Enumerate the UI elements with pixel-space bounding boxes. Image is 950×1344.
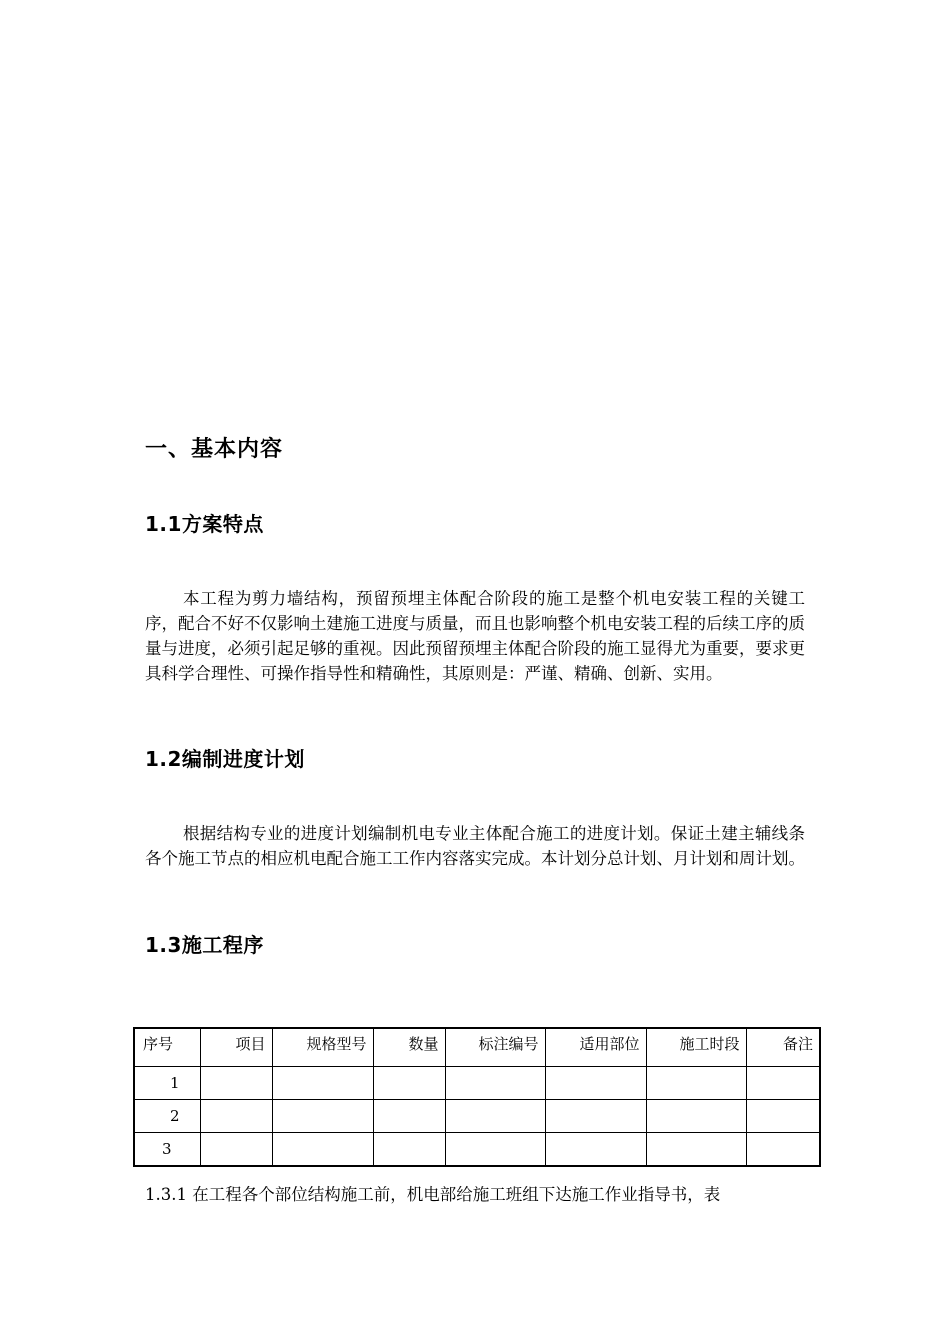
main-heading: 一、基本内容 xyxy=(145,437,284,462)
table-cell xyxy=(746,1100,820,1133)
table-header-cell: 备注 xyxy=(746,1028,820,1067)
table-row xyxy=(134,1133,820,1167)
table-header-cell: 标注编号 xyxy=(445,1028,545,1067)
table-cell xyxy=(545,1067,646,1100)
table-cell xyxy=(272,1067,373,1100)
table-cell xyxy=(373,1133,445,1167)
table-cell xyxy=(445,1133,545,1167)
table-cell xyxy=(200,1133,272,1167)
section-title-1-1: 1.1方案特点 xyxy=(145,512,264,536)
table-cell xyxy=(373,1067,445,1100)
construction-table xyxy=(133,1027,821,1167)
table-cell xyxy=(373,1100,445,1133)
table-cell xyxy=(200,1067,272,1100)
table-cell: 1 xyxy=(134,1067,200,1100)
table-header-cell: 施工时段 xyxy=(646,1028,746,1067)
section-title-1-3: 1.3施工程序 xyxy=(145,933,264,957)
table-row xyxy=(134,1067,820,1100)
table-cell xyxy=(746,1133,820,1167)
table-row xyxy=(134,1100,820,1133)
table-cell xyxy=(746,1067,820,1100)
table-header-cell: 项目 xyxy=(200,1028,272,1067)
table-cell xyxy=(200,1100,272,1133)
table-header-cell: 序号 xyxy=(134,1028,200,1067)
table-header-row xyxy=(134,1028,820,1067)
section-paragraph-1-1: 本工程为剪力墙结构，预留预埋主体配合阶段的施工是整个机电安装工程的关键工序，配合不好不仅影响土建施工进度与质量，而且也影响整个机电安装工程的后续工序的质量与进度，必须引起足够的重视。因此预留预埋主体配合阶段的施工显得尤为重要，要求更具科学合理性、可操作指导性和精确性，其原则是：严谨、精确、创新、实用。 xyxy=(145,589,805,683)
tail-paragraph: 1.3.1 在工程各个部位结构施工前，机电部给施工班组下达施工作业指导书，表 xyxy=(145,1185,721,1204)
table-cell xyxy=(646,1100,746,1133)
table-cell xyxy=(272,1133,373,1167)
table-cell xyxy=(445,1067,545,1100)
table-header-cell: 规格型号 xyxy=(272,1028,373,1067)
section-paragraph-1-2: 根据结构专业的进度计划编制机电专业主体配合施工的进度计划。保证土建主辅线条各个施工节点的相应机电配合施工工作内容落实完成。本计划分总计划、月计划和周计划。 xyxy=(145,824,805,868)
table-cell: 3 xyxy=(134,1133,200,1167)
table-cell xyxy=(545,1133,646,1167)
table-header-cell: 数量 xyxy=(373,1028,445,1067)
table-cell: 2 xyxy=(134,1100,200,1133)
table-cell xyxy=(545,1100,646,1133)
section-title-1-2: 1.2编制进度计划 xyxy=(145,747,305,771)
table-cell xyxy=(646,1133,746,1167)
table-cell xyxy=(272,1100,373,1133)
table-cell xyxy=(646,1067,746,1100)
table-cell xyxy=(445,1100,545,1133)
table-header-cell: 适用部位 xyxy=(545,1028,646,1067)
